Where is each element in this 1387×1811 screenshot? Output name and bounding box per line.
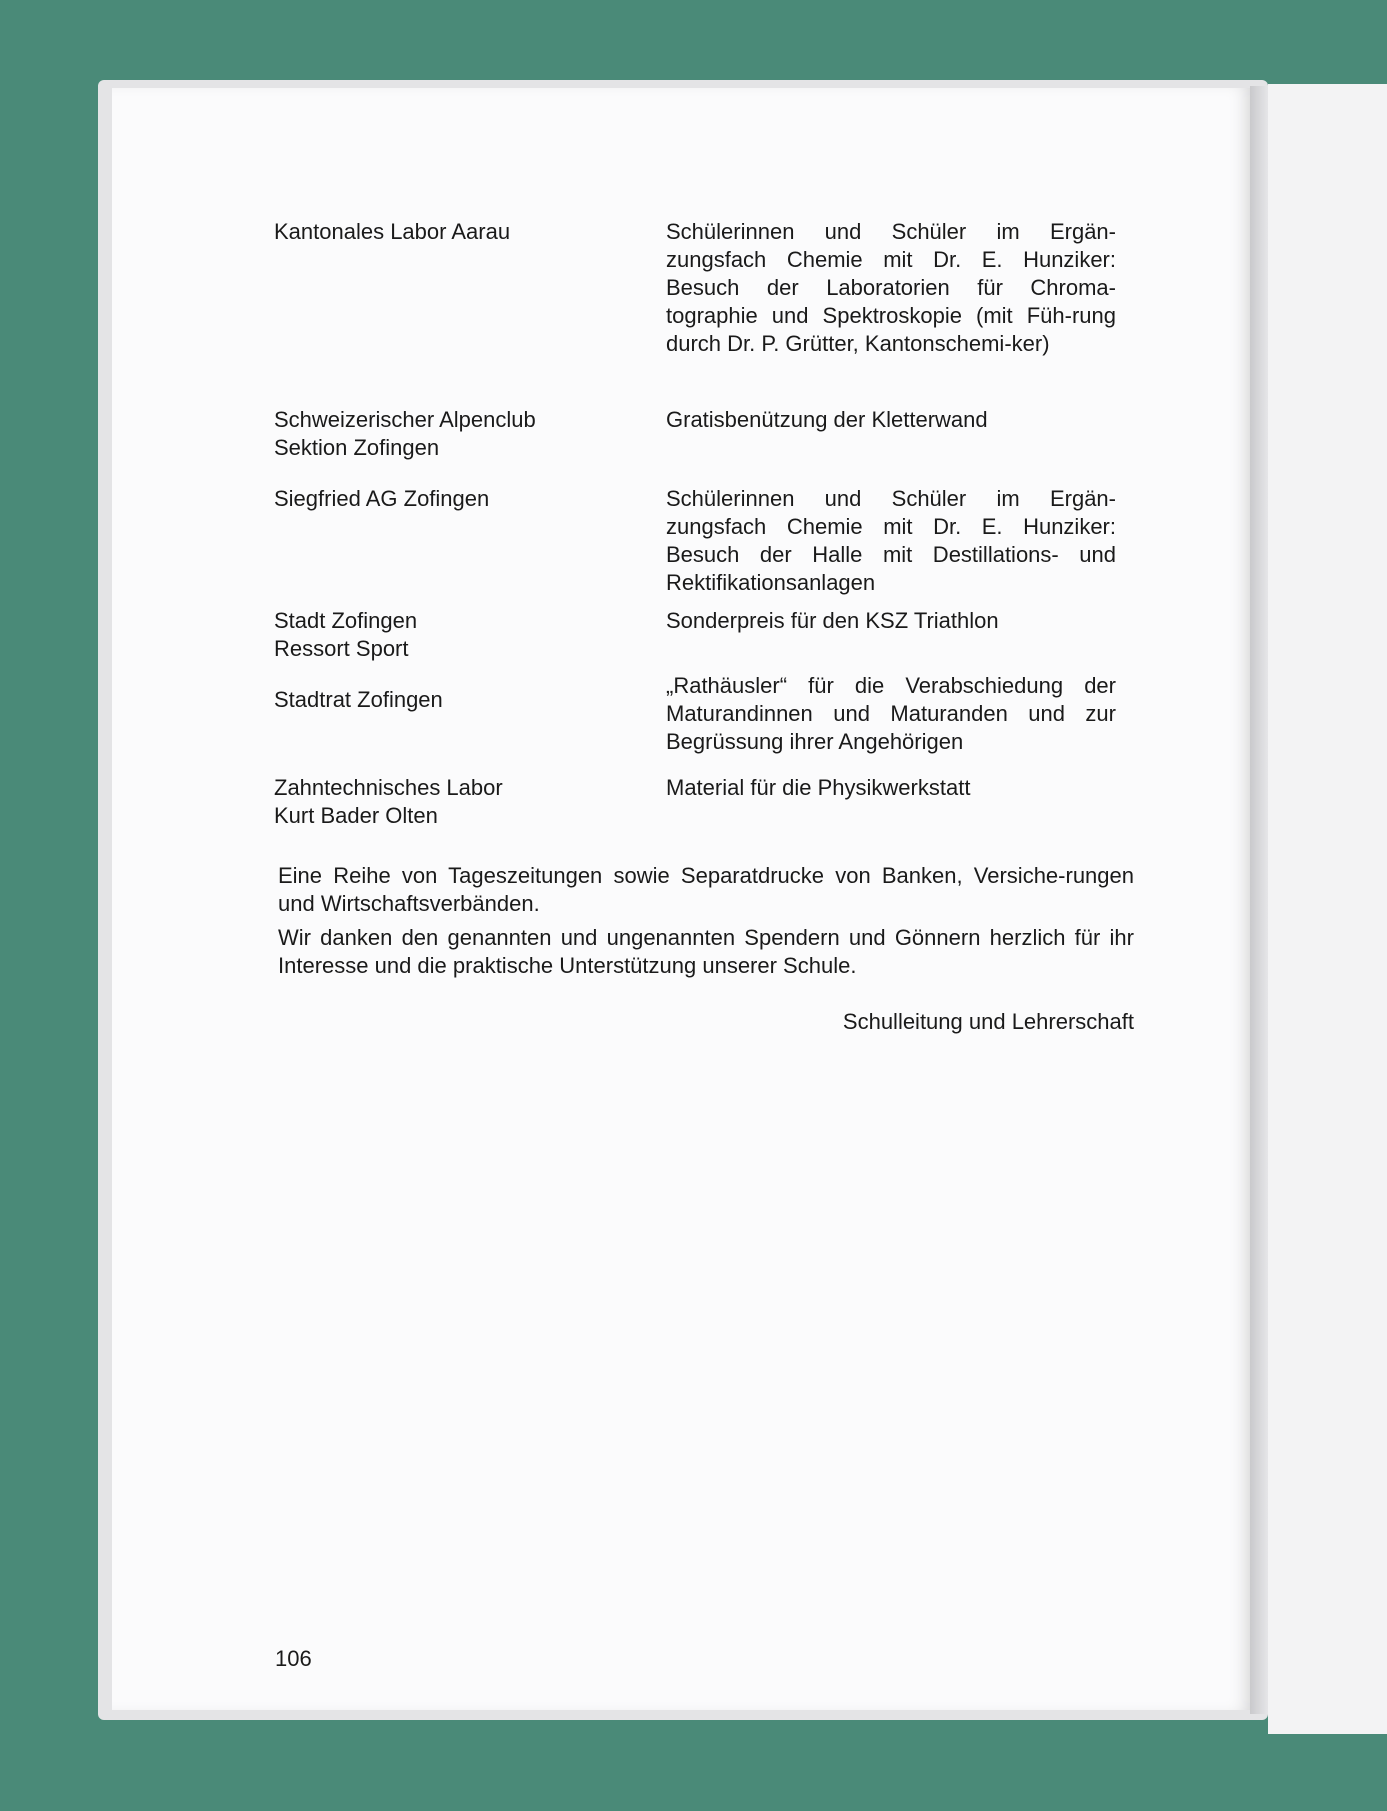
sponsor-name: Siegfried AG Zofingen: [274, 486, 490, 511]
closing-paragraph: Eine Reihe von Tageszeitungen sowie Separatdrucke von Banken, Versiche-rungen und Wirtschaftsverbänden.: [278, 863, 1134, 916]
sponsor-contribution: Gratisbenützung der Kletterwand: [666, 407, 988, 432]
sponsor-contribution: Schülerinnen und Schüler im Ergän-zungsfach Chemie mit Dr. E. Hunziker: Besuch der Halle mit Destillations- und Rektifikationsanlagen: [666, 486, 1116, 595]
signature: Schulleitung und Lehrerschaft: [842, 1009, 1134, 1034]
sponsor-contribution: Material für die Physikwerkstatt: [666, 775, 971, 800]
sponsor-name: Schweizerischer Alpenclub Sektion Zofingen: [274, 407, 536, 460]
sponsor-contribution: Schülerinnen und Schüler im Ergän-zungsfach Chemie mit Dr. E. Hunziker: Besuch der Laboratorien für Chroma-tographie und Spektroskopie (mit Füh-rung durch Dr. P. Grütter, Kantonschemi-ker): [666, 219, 1116, 356]
sponsor-name: Zahntechnisches Labor Kurt Bader Olten: [274, 775, 503, 828]
closing-paragraph: Wir danken den genannten und ungenannten Spendern und Gönnern herzlich für ihr Interesse und die praktische Unterstützung unserer Schule.: [278, 925, 1134, 978]
page-number: 106: [275, 1646, 312, 1671]
sponsor-name: Stadtrat Zofingen: [274, 687, 443, 712]
sponsor-contribution: „Rathäusler“ für die Verabschiedung der Maturandinnen und Maturanden und zur Begrüssung ihrer Angehörigen: [666, 673, 1116, 754]
sponsor-name: Kantonales Labor Aarau: [274, 219, 511, 244]
sponsor-name: Stadt Zofingen Ressort Sport: [274, 608, 418, 661]
facing-page: [1268, 84, 1387, 1734]
sponsor-contribution: Sonderpreis für den KSZ Triathlon: [666, 608, 999, 633]
